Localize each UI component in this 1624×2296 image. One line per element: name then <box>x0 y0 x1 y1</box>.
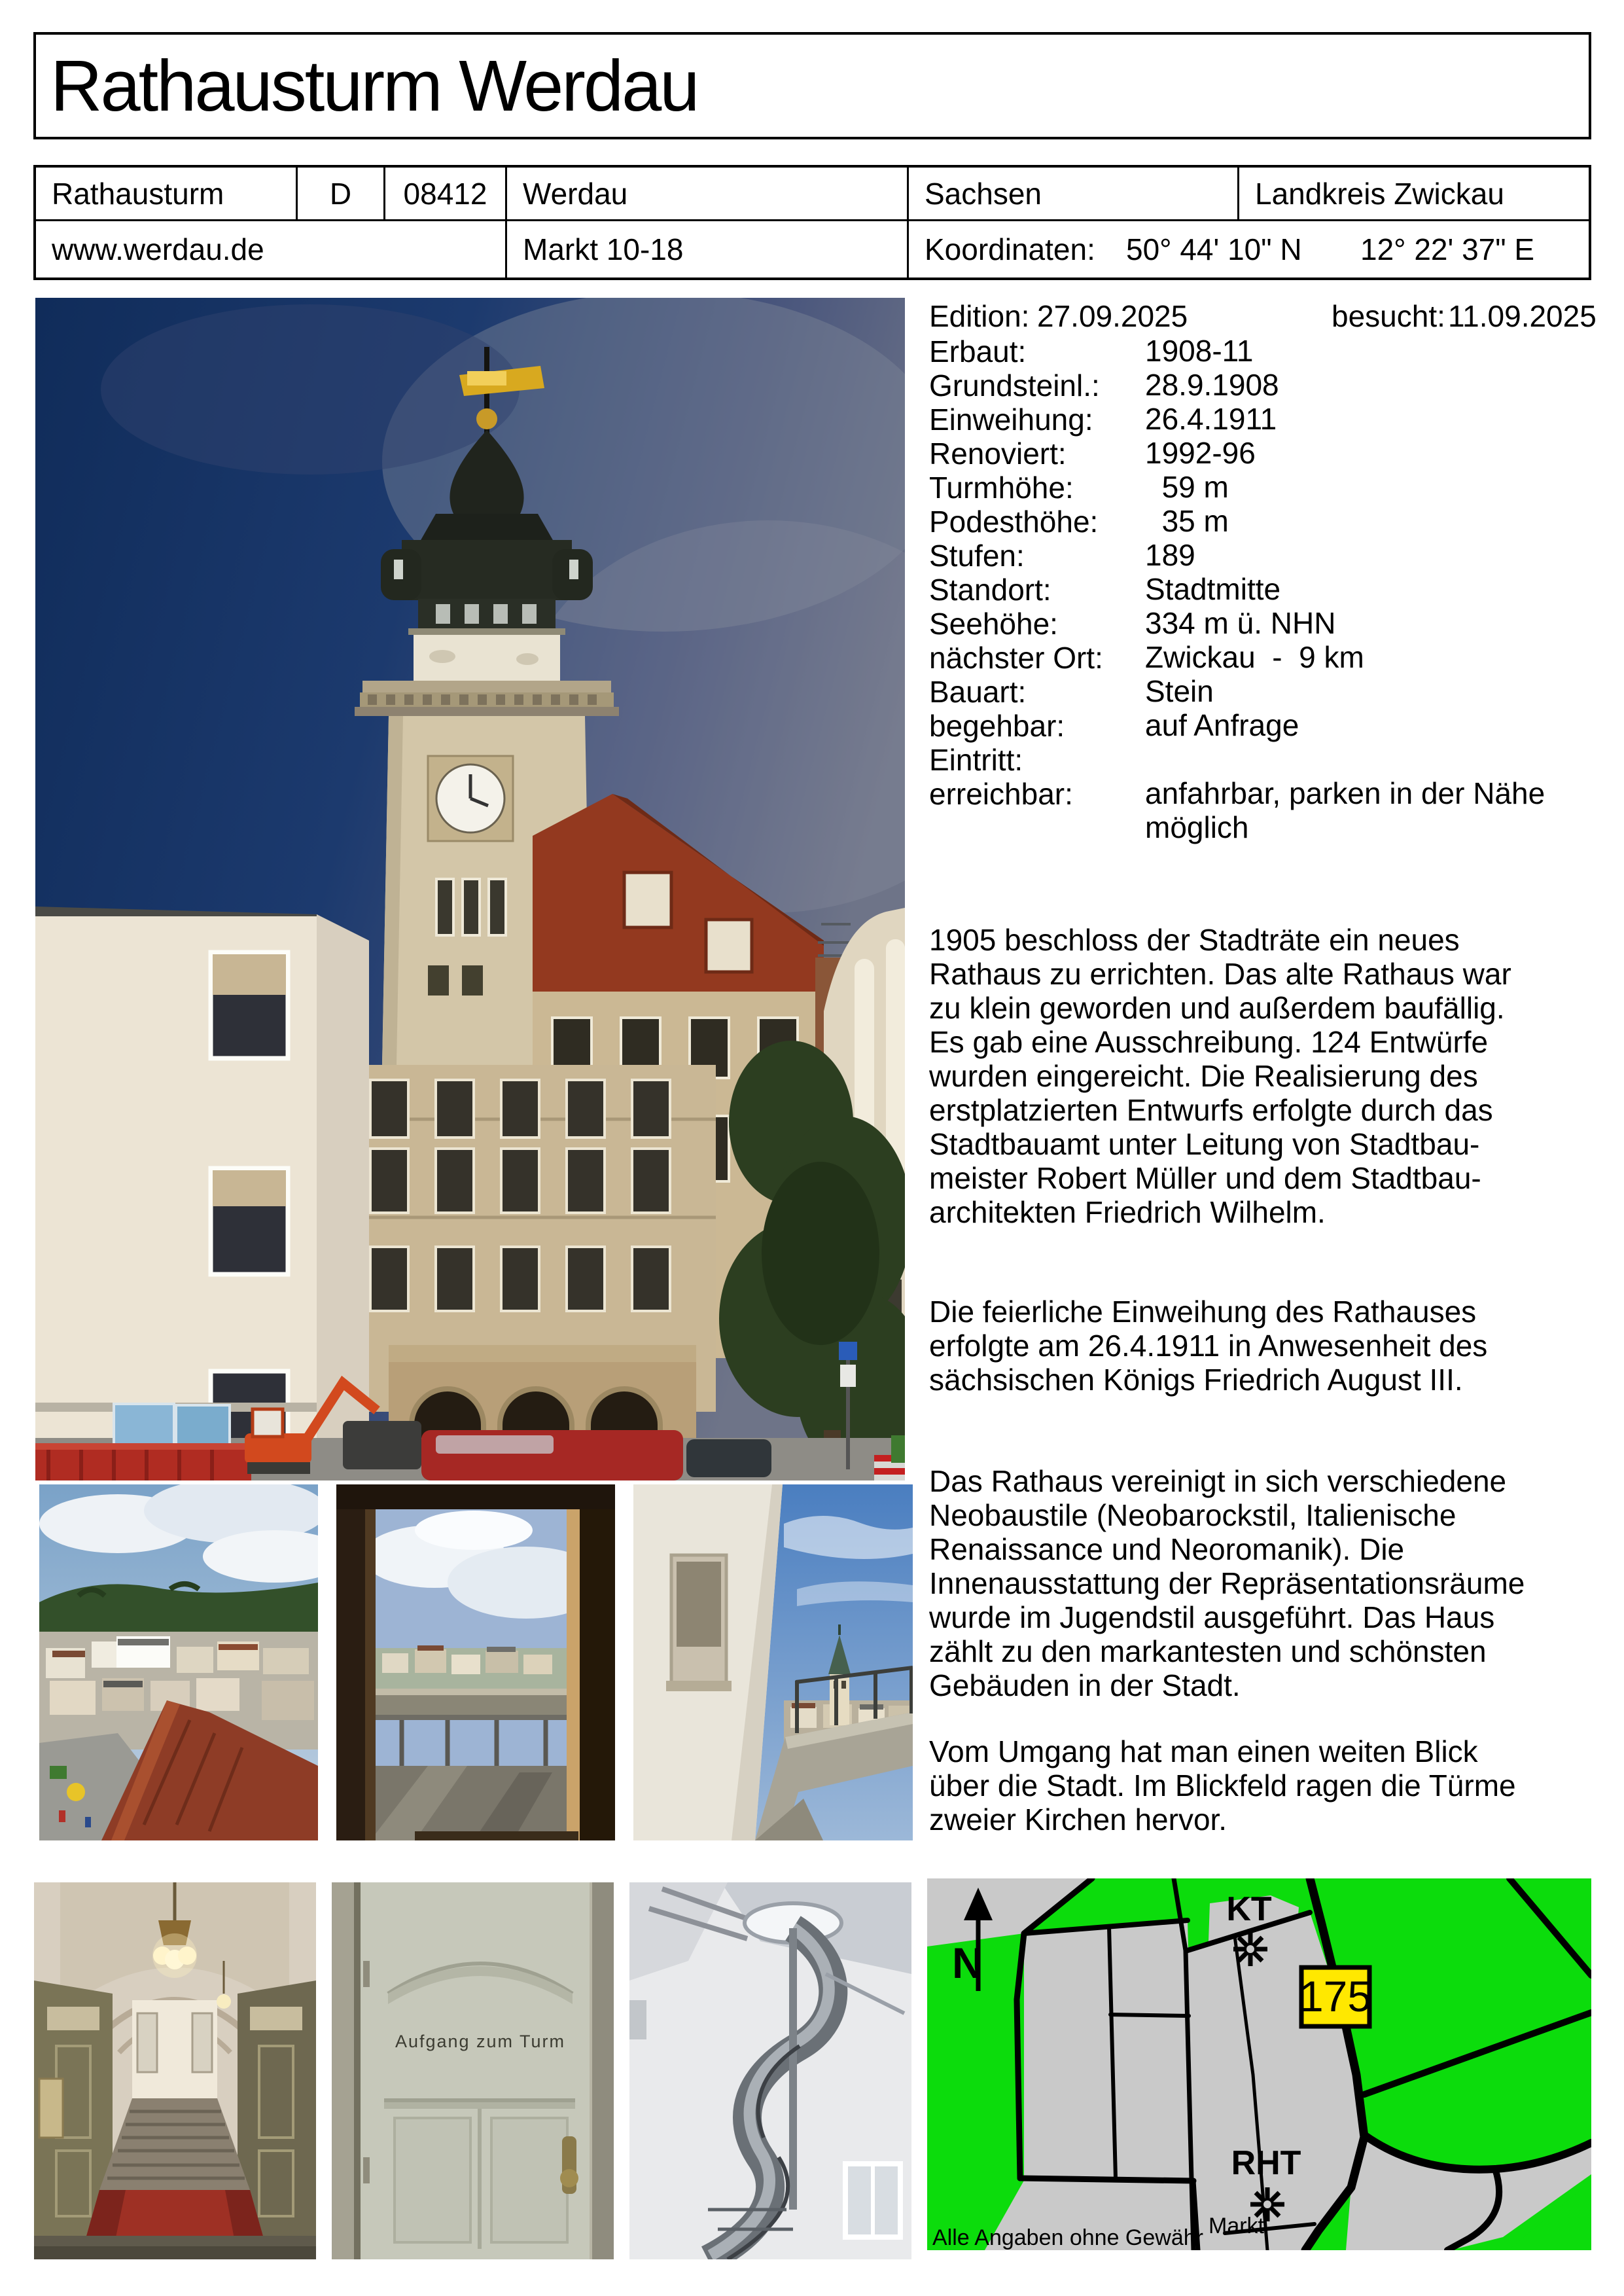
cell-postal-code: 08412 <box>385 168 507 221</box>
title-box <box>33 32 1591 139</box>
paragraph-styles: Das Rathaus vereinigt in sich verschiedene Neobaustile (Neobarockstil, Italienische Renaissance und Neoromanik). Die Innenausstattung der Repräsentationsräume wurde im Jugendstil ausgeführt. Das Haus zählt zu den markantesten und schönsten Gebäuden in der Stadt. <box>929 1464 1525 1702</box>
fact-value: Stein <box>1145 674 1214 708</box>
rathaus-facade <box>349 1065 716 1477</box>
map-label-rht: RHT <box>1231 2144 1301 2182</box>
fact-value: 1908-11 <box>1145 334 1254 368</box>
cell-coordinates <box>909 221 1589 278</box>
fact-value: 1992-96 <box>1145 436 1256 470</box>
door-handle <box>560 2136 578 2194</box>
photo-spiral-staircase <box>629 1882 911 2259</box>
fact-label: Grundsteinl.: <box>929 368 1100 403</box>
fact-label: Einweihung: <box>929 403 1093 437</box>
photo-balcony-walkway <box>633 1484 913 1840</box>
cell-address: Markt 10-18 <box>507 221 909 278</box>
road-badge-label: 175 <box>1299 1972 1372 2020</box>
road-badge-175 <box>1299 1967 1371 2026</box>
fact-label: Standort: <box>929 573 1051 607</box>
fact-value: anfahrbar, parken in der Nähe möglich <box>1145 776 1545 844</box>
fact-label: Turmhöhe: <box>929 471 1074 505</box>
cell-tower-name: Rathausturm <box>36 168 298 221</box>
visited-label: besucht: <box>1332 299 1445 333</box>
visited-date: 11.09.2025 <box>1448 299 1597 333</box>
fact-label: nächster Ort: <box>929 641 1103 675</box>
fact-value: 334 m ü. NHN <box>1145 606 1336 640</box>
paragraph-view: Vom Umgang hat man einen weiten Blick über die Stadt. Im Blickfeld ragen die Türme zweier Kirchen hervor. <box>929 1734 1516 1837</box>
fact-label: begehbar: <box>929 709 1065 743</box>
door-sign-text: Aufgang zum Turm <box>395 2032 566 2051</box>
table-row <box>36 168 1589 221</box>
fact-label: erreichbar: <box>929 777 1073 811</box>
map-label-kt: KT <box>1226 1890 1272 1928</box>
location-map <box>927 1878 1591 2250</box>
photo-town-aerial-view <box>39 1484 318 1840</box>
fact-label: Renoviert: <box>929 437 1067 471</box>
fact-label: Erbaut: <box>929 334 1027 368</box>
map-disclaimer: Alle Angaben ohne Gewähr <box>932 2225 1203 2250</box>
page-title: Rathausturm Werdau <box>50 45 698 126</box>
coordinates-longitude: 12° 22' 37" E <box>1360 232 1535 266</box>
coordinates-label: Koordinaten: <box>925 232 1095 266</box>
compass-north-label: N <box>952 1939 983 1987</box>
paragraph-inauguration: Die feierliche Einweihung des Rathauses erfolgte am 26.4.1911 in Anwesenheit des sächsischen Königs Friedrich August III. <box>929 1295 1488 1397</box>
map-label-markt: Markt <box>1209 2214 1264 2238</box>
info-table <box>33 165 1591 280</box>
fact-label: Podesthöhe: <box>929 505 1099 539</box>
photo-staircase-hall <box>34 1882 316 2259</box>
cell-country: D <box>298 168 385 221</box>
fact-value: Zwickau - 9 km <box>1145 640 1364 674</box>
cell-city: Werdau <box>507 168 909 221</box>
fact-value: Stadtmitte <box>1145 572 1281 606</box>
left-building <box>35 906 369 1480</box>
cell-state: Sachsen <box>909 168 1239 221</box>
cell-website: www.werdau.de <box>36 221 507 278</box>
fact-value: 26.4.1911 <box>1145 402 1277 436</box>
edition-label: Edition: <box>929 299 1030 333</box>
fact-value: 59 m <box>1145 470 1229 504</box>
fact-label: Eintritt: <box>929 743 1023 777</box>
fact-value: 189 <box>1145 538 1195 572</box>
fact-value: 28.9.1908 <box>1145 368 1279 402</box>
edition-date: 27.09.2025 <box>1037 299 1188 333</box>
coordinates-latitude: 50° 44' 10" N <box>1126 232 1302 266</box>
fact-label: Seehöhe: <box>929 607 1058 641</box>
photo-tower-access-door <box>332 1882 614 2259</box>
fact-value: 35 m <box>1145 504 1229 538</box>
cell-district: Landkreis Zwickau <box>1239 168 1589 221</box>
fact-label: Stufen: <box>929 539 1025 573</box>
fact-value: auf Anfrage <box>1145 708 1299 742</box>
meta-row <box>929 298 1597 333</box>
table-row <box>36 221 1589 278</box>
fact-label: Bauart: <box>929 675 1027 709</box>
photo-view-through-door <box>336 1484 615 1840</box>
main-photo-town-hall-tower <box>35 298 905 1480</box>
paragraph-history: 1905 beschloss der Stadträte ein neues Rathaus zu errichten. Das alte Rathaus war zu klein geworden und außerdem baufällig. Es gab eine Ausschreibung. 124 Entwürfe wurden eingereicht. Die Realisierung des erstplatzierten Entwurfs erfolgte durch das Stadtbauamt unter Leitung von Stadtbau- meister Robert Müller und dem Stadtbau- architekten Friedrich Wilhelm. <box>929 923 1511 1229</box>
